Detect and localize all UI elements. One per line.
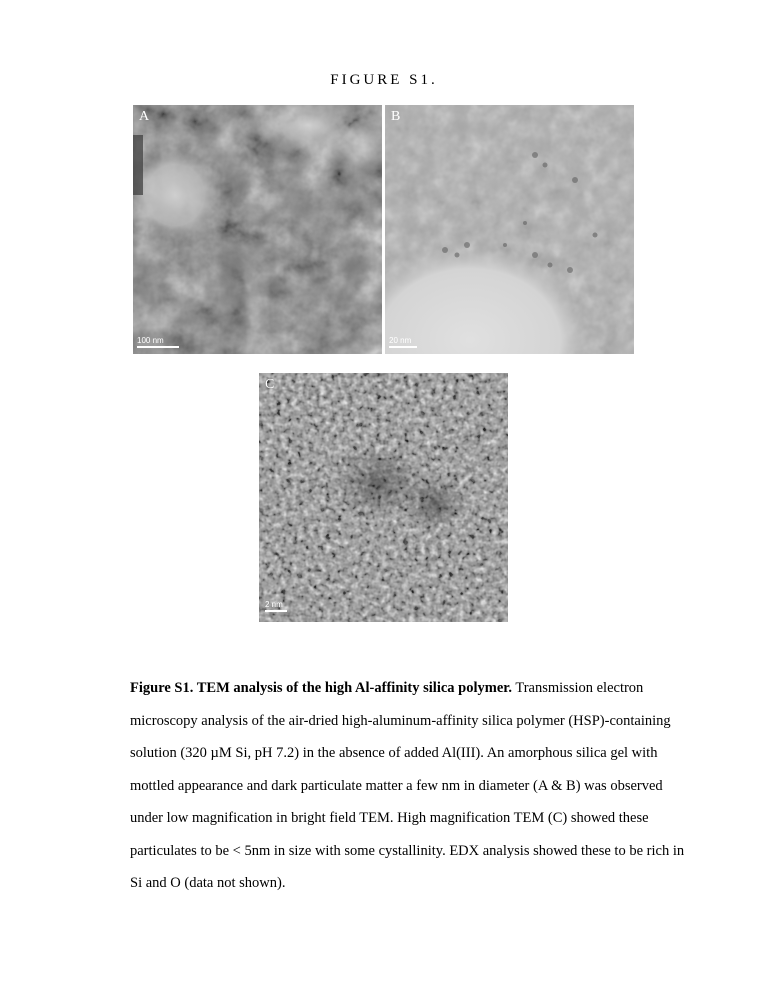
- panel-label-b: B: [391, 109, 401, 124]
- scale-bar-c-text: 2 nm: [265, 600, 283, 609]
- tem-image-panel-c: [259, 373, 508, 622]
- panel-label-c: C: [265, 377, 275, 392]
- scale-bar-b-line: [389, 346, 417, 348]
- scale-bar-a-line: [137, 346, 179, 348]
- scale-bar-a-text: 100 nm: [137, 336, 164, 345]
- tem-image-panel-b: [385, 105, 634, 354]
- scale-bar-b: [389, 336, 417, 348]
- caption-title: Figure S1. TEM analysis of the high Al-affinity silica polymer.: [130, 680, 512, 696]
- panel-label-a: A: [139, 109, 150, 124]
- tem-image-panel-a: [133, 105, 382, 354]
- figure-caption: [130, 672, 690, 900]
- scale-bar-c-line: [265, 610, 287, 612]
- scale-bar-c: [265, 600, 287, 612]
- figure-heading: FIGURE S1.: [330, 72, 438, 88]
- scale-bar-b-text: 20 nm: [389, 336, 412, 345]
- scale-bar-a: [137, 336, 179, 348]
- caption-body: Transmission electron microscopy analysis of the air-dried high-aluminum-affinity silica polymer (HSP)-containing solution (320 µM Si, pH 7.2) in the absence of added Al(III). An amorphous silica gel with mottled appearance and dark particulate matter a few nm in diameter (A & B) was observed under low magnification in bright field TEM. High magnification TEM (C) showed these particulates to be < 5nm in size with some cystallinity. EDX analysis showed these to be rich in Si and O (data not shown).: [130, 680, 685, 891]
